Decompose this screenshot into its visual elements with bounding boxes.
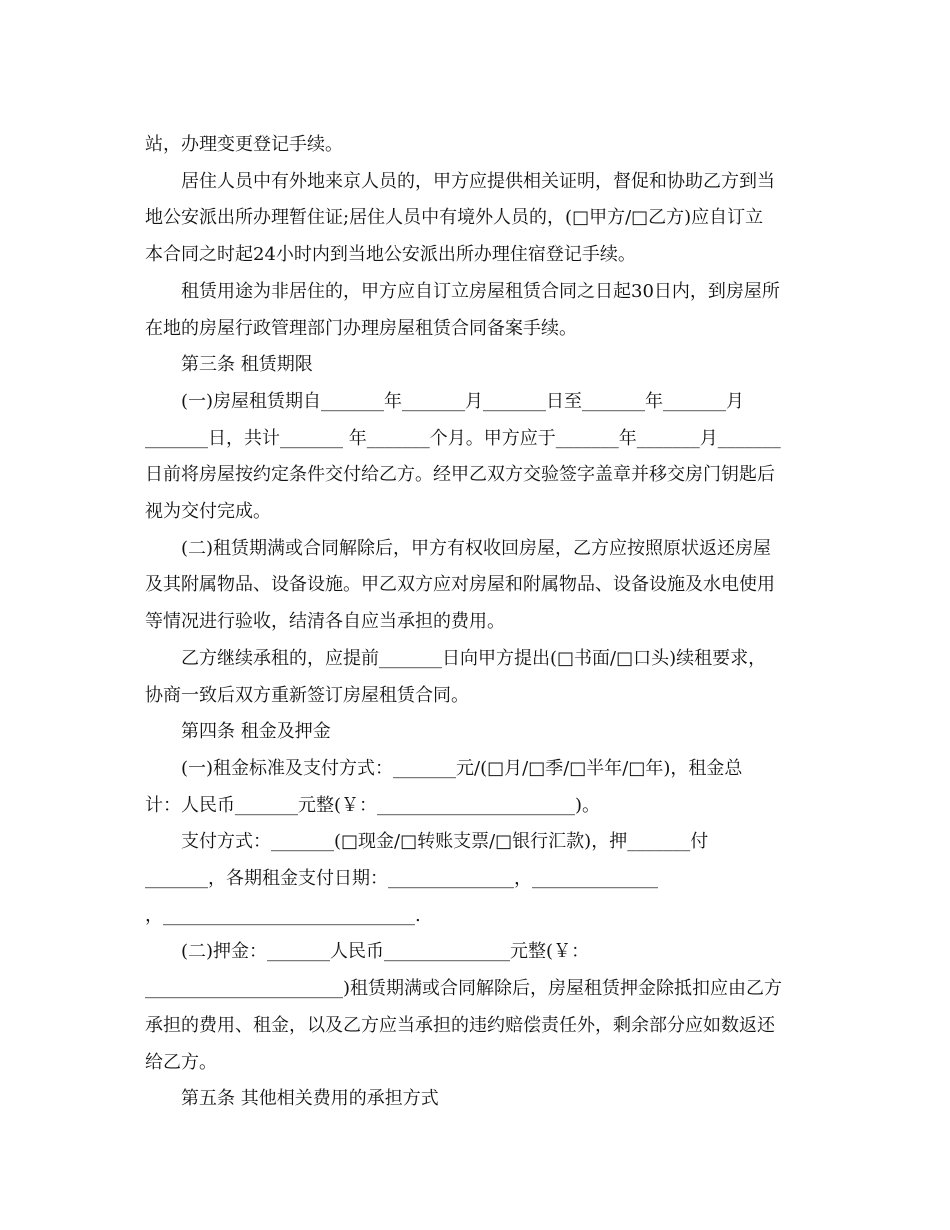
paragraph-continuation-line: 视为交付完成。 <box>145 501 271 523</box>
paragraph-continuation-line: 给乙方。 <box>145 1051 217 1073</box>
paragraph-continuation-line: 日前将房屋按约定条件交付给乙方。经甲乙双方交验签字盖章并移交房门钥匙后 <box>145 464 775 486</box>
paragraph-start-line: 第三条 租赁期限 <box>181 354 313 376</box>
paragraph-continuation-line: 承担的费用、租金，以及乙方应当承担的违约赔偿责任外，剩余部分应如数返还 <box>145 1014 775 1036</box>
paragraph-continuation-line: ，____________________________. <box>145 904 421 926</box>
paragraph-continuation-line: 协商一致后双方重新签订房屋租赁合同。 <box>145 684 469 706</box>
paragraph-continuation-line: 及其附属物品、设备设施。甲乙双方应对房屋和附属物品、设备设施及水电使用 <box>145 574 775 596</box>
paragraph-start-line: 居住人员中有外地来京人员的，甲方应提供相关证明，督促和协助乙方到当 <box>181 170 775 192</box>
paragraph-start-line: 支付方式：_______(□现金/□转账支票/□银行汇款)，押_______付 <box>181 831 709 853</box>
paragraph-start-line: 第四条 租金及押金 <box>181 721 331 743</box>
paragraph-start-line: (一)房屋租赁期自_______年_______月_______日至_______年_______月 <box>181 390 745 412</box>
paragraph-start-line: 租赁用途为非居住的，甲方应自订立房屋租赁合同之日起30日内，到房屋所 <box>181 280 780 302</box>
paragraph-continuation-line: 等情况进行验收，结清各自应当承担的费用。 <box>145 611 505 633</box>
paragraph-continuation-line: 站，办理变更登记手续。 <box>145 134 343 155</box>
paragraph-continuation-line: 计：人民币_______元整(￥：______________________)。 <box>145 794 601 816</box>
paragraph-start-line: 第五条 其他相关费用的承担方式 <box>181 1088 439 1110</box>
paragraph-continuation-line: 地公安派出所办理暂住证;居住人员中有境外人员的，(□甲方/□乙方)应自订立 <box>145 207 764 229</box>
paragraph-start-line: (二)押金：_______人民币______________元整(￥： <box>181 941 590 963</box>
document-body <box>145 127 807 1118</box>
paragraph-start-line: (二)租赁期满或合同解除后，甲方有权收回房屋，乙方应按照原状返还房屋 <box>181 537 772 559</box>
paragraph-continuation-line: 本合同之时起24小时内到当地公安派出所办理住宿登记手续。 <box>145 244 636 266</box>
paragraph-continuation-line: 在地的房屋行政管理部门办理房屋租赁合同备案手续。 <box>145 317 577 339</box>
paragraph-continuation-line: _______日，共计_______ 年_______个月。甲方应于_______年_______月_______ <box>145 427 781 449</box>
paragraph-continuation-line: ______________________)租赁期满或合同解除后，房屋租赁押金除抵扣应由乙方 <box>145 978 783 1000</box>
paragraph-start-line: (一)租金标准及支付方式：_______元/(□月/□季/□半年/□年)，租金总 <box>181 757 743 779</box>
paragraph-continuation-line: _______，各期租金支付日期：______________，______________ <box>145 868 658 890</box>
paragraph-start-line: 乙方继续承租的，应提前_______日向甲方提出(□书面/□口头)续租要求， <box>181 647 767 669</box>
